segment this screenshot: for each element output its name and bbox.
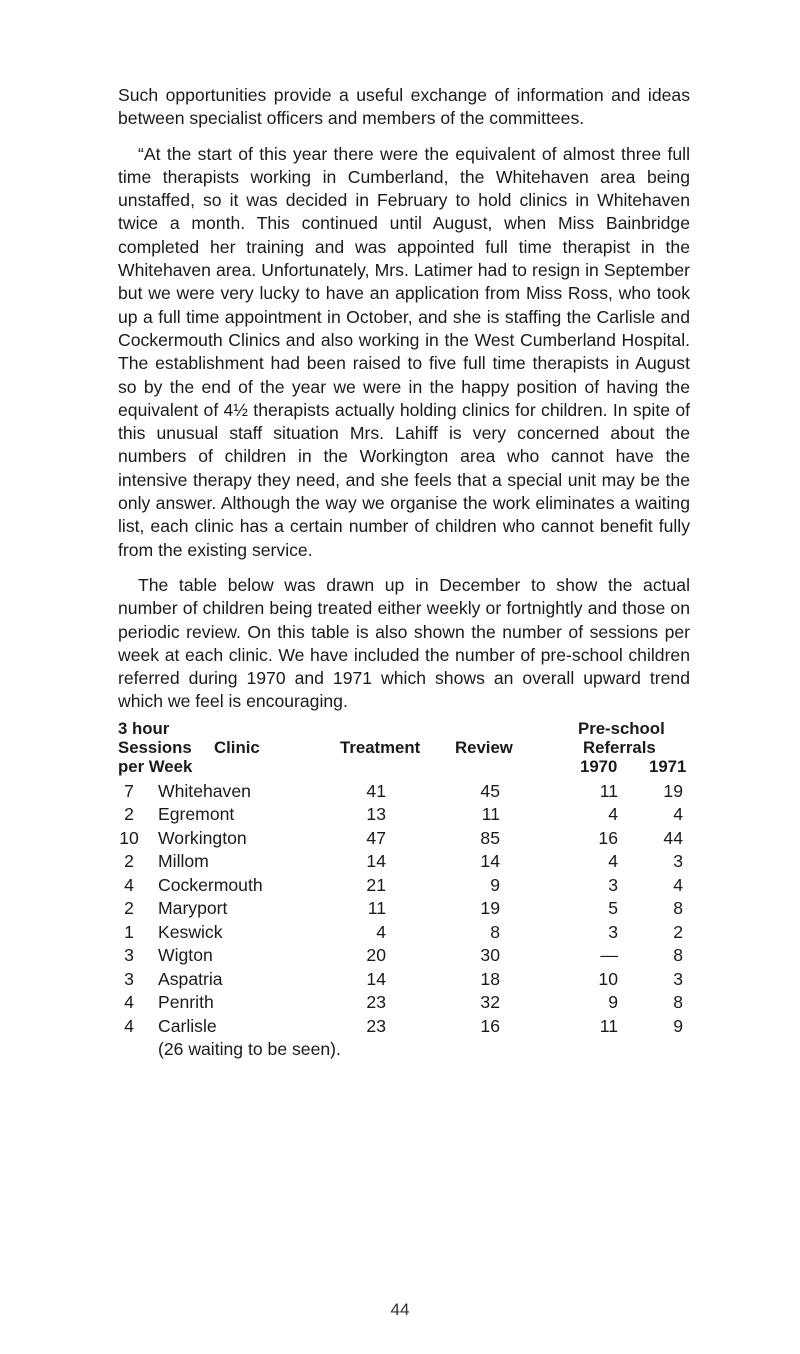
- cell-referrals-1971: 3: [673, 851, 683, 872]
- cell-sessions: 4: [124, 992, 134, 1013]
- cell-referrals-1971: 19: [663, 780, 683, 801]
- cell-treatment: 14: [366, 968, 386, 989]
- cell-sessions: 7: [124, 780, 134, 801]
- cell-referrals-1971: 4: [673, 874, 683, 895]
- header-referrals: Referrals: [583, 737, 656, 757]
- cell-referrals-1971: 44: [663, 827, 683, 848]
- cell-treatment: 47: [366, 827, 386, 848]
- cell-referrals-1970: 4: [608, 804, 618, 825]
- cell-clinic: Aspatria: [158, 968, 223, 989]
- cell-clinic: Penrith: [158, 992, 214, 1013]
- cell-referrals-1970: 3: [608, 874, 618, 895]
- cell-sessions: 2: [124, 851, 134, 872]
- clinic-table: [118, 718, 690, 1188]
- cell-review: 45: [480, 780, 500, 801]
- cell-sessions: 4: [124, 874, 134, 895]
- cell-review: 16: [480, 1015, 500, 1036]
- cell-referrals-1970: 3: [608, 921, 618, 942]
- header-clinic: Clinic: [214, 737, 260, 757]
- cell-review: 11: [481, 804, 500, 825]
- cell-treatment: 20: [366, 945, 386, 966]
- paragraph-intro: Such opportunities provide a useful exchange of information and ideas between specialist officers and members of the committees.: [118, 85, 690, 129]
- cell-review: 30: [480, 945, 500, 966]
- header-year-1971: 1971: [649, 756, 687, 776]
- cell-clinic: Wigton: [158, 945, 213, 966]
- header-sessions-line3: per Week: [118, 756, 193, 776]
- cell-referrals-1971: 8: [673, 992, 683, 1013]
- header-sessions-line2: Sessions: [118, 737, 192, 757]
- cell-sessions: 3: [124, 968, 134, 989]
- cell-referrals-1971: 3: [673, 968, 683, 989]
- cell-referrals-1970: 11: [599, 1015, 618, 1036]
- cell-sessions: 2: [124, 898, 134, 919]
- cell-referrals-1971: 2: [673, 921, 683, 942]
- cell-treatment: 41: [366, 780, 386, 801]
- cell-referrals-1970: 11: [599, 780, 618, 801]
- cell-treatment: 21: [366, 874, 386, 895]
- cell-clinic: Carlisle: [158, 1015, 217, 1036]
- cell-treatment: 13: [366, 804, 386, 825]
- cell-clinic: Egremont: [158, 804, 235, 825]
- header-preschool: Pre-school: [578, 718, 665, 738]
- cell-referrals-1970: 16: [598, 827, 618, 848]
- header-year-1970: 1970: [580, 756, 618, 776]
- page-number: 44: [390, 1300, 410, 1319]
- cell-referrals-1971: 8: [673, 898, 683, 919]
- cell-treatment: 23: [366, 992, 386, 1013]
- cell-sessions: 2: [124, 804, 134, 825]
- cell-clinic: Maryport: [158, 898, 228, 919]
- document-page: [118, 84, 690, 1188]
- cell-sessions: 4: [124, 1015, 134, 1036]
- paragraph-staffing: “At the start of this year there were the equivalent of almost three full time therapists working in Cumberland, the Whitehaven area being unstaffed, so it was decided in February to hold clinics in Whitehaven twice a month. This continued until August, when Miss Bainbridge completed her training and was appointed full time therapist in the Whitehaven area. Unfortunately, Mrs. Latimer had to resign in September but we were very lucky to have an application from Miss Ross, who took up a full time appointment in October, and she is staffing the Carlisle and Cockermouth Clinics and also working in the West Cumberland Hospital. The establishment had been raised to five full time therapists in August so by the end of the year we were in the happy position of having the equivalent of 4½ therapists actually holding clinics for children. In spite of this unusual staff situation Mrs. Lahiff is very concerned about the numbers of children in the Workington area who cannot have the intensive therapy they need, and she feels that a special unit may be the only answer. Although the way we organise the work eliminates a waiting list, each clinic has a certain number of children who cannot benefit fully from the existing service.: [118, 143, 690, 560]
- cell-referrals-1970: 10: [598, 968, 618, 989]
- cell-treatment: 4: [376, 921, 386, 942]
- cell-review: 9: [490, 874, 500, 895]
- cell-clinic: Whitehaven: [158, 780, 251, 801]
- cell-clinic: Cockermouth: [158, 874, 263, 895]
- waiting-note: (26 waiting to be seen).: [158, 1039, 341, 1060]
- cell-review: 85: [480, 827, 500, 848]
- header-review: Review: [455, 737, 513, 757]
- cell-sessions: 3: [124, 945, 134, 966]
- cell-clinic: Workington: [158, 827, 247, 848]
- cell-treatment: 23: [366, 1015, 386, 1036]
- cell-sessions: 1: [124, 921, 134, 942]
- paragraph-table-intro: The table below was drawn up in December to show the actual number of children being treated either weekly or fortnightly and those on periodic review. On this table is also shown the number of sessions per week at each clinic. We have included the number of pre-school children referred during 1970 and 1971 which shows an overall upward trend which we feel is encouraging.: [118, 574, 690, 712]
- cell-clinic: Millom: [158, 851, 209, 872]
- cell-treatment: 11: [367, 898, 386, 919]
- cell-review: 14: [480, 851, 500, 872]
- header-sessions-line1: 3 hour: [118, 718, 170, 738]
- cell-sessions: 10: [119, 827, 139, 848]
- cell-clinic: Keswick: [158, 921, 223, 942]
- header-treatment: Treatment: [340, 737, 421, 757]
- cell-review: 19: [480, 898, 500, 919]
- cell-treatment: 14: [366, 851, 386, 872]
- cell-referrals-1970: 9: [608, 992, 618, 1013]
- cell-referrals-1970: —: [600, 945, 618, 966]
- cell-referrals-1971: 9: [673, 1015, 683, 1036]
- cell-referrals-1970: 4: [608, 851, 618, 872]
- cell-review: 18: [480, 968, 500, 989]
- cell-referrals-1970: 5: [608, 898, 618, 919]
- cell-review: 32: [480, 992, 500, 1013]
- cell-review: 8: [490, 921, 500, 942]
- cell-referrals-1971: 8: [673, 945, 683, 966]
- cell-referrals-1971: 4: [673, 804, 683, 825]
